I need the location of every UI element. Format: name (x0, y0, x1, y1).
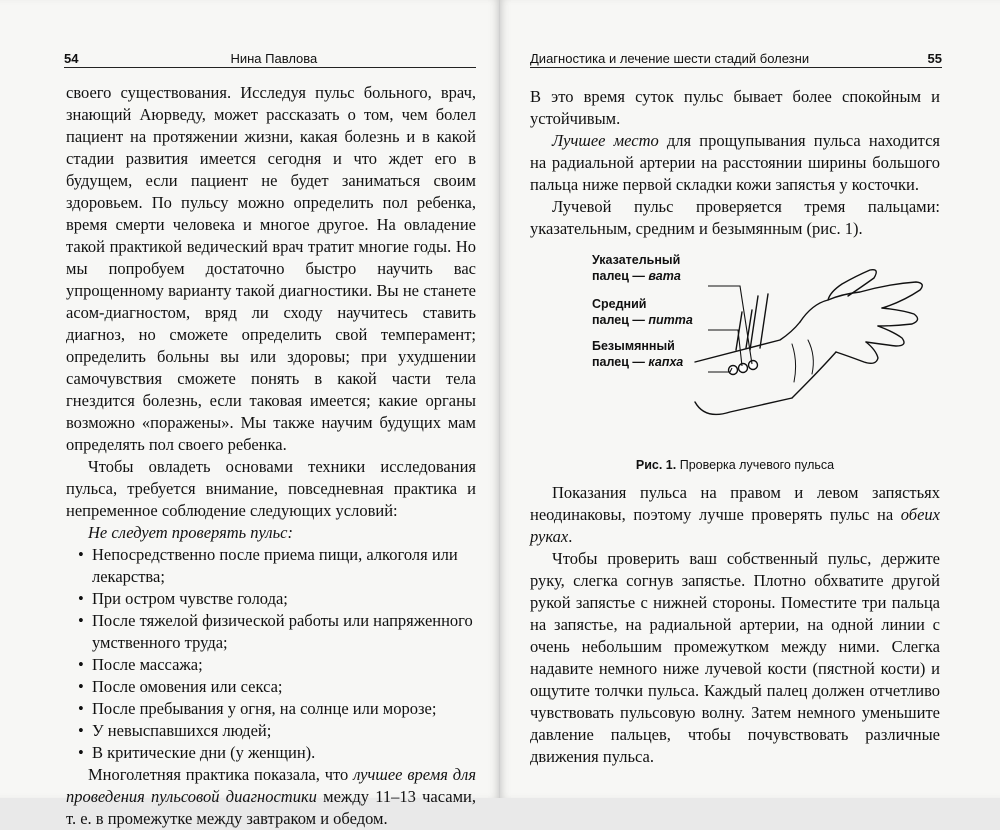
right-page (500, 0, 1000, 798)
list-item: • После массажа; (92, 654, 476, 676)
list-item: • У невыспавшихся людей; (92, 720, 476, 742)
label-finger-name: Средний (592, 297, 647, 311)
text-span: . (568, 527, 573, 546)
label-finger-name: Указательный (592, 253, 681, 267)
list-item: • После пребывания у огня, на солнце или морозе; (92, 698, 476, 720)
conditions-title: Не следует проверять пульс: (88, 523, 293, 542)
running-header-author: Нина Павлова (230, 51, 318, 66)
list-item: • После омовения или секса; (92, 676, 476, 698)
text-span: для прощупывания пульса находится на радиальной артерии на расстоянии ширины большого пальца ниже первой складки кожи запястья у косточки. (530, 131, 940, 194)
italic-phrase: Лучшее место (552, 131, 659, 150)
paragraph-2: Чтобы овладеть основами техники исследования пульса, требуется внимание, повседневная практика и непременное соблюдение следующих условий: (66, 457, 476, 520)
dosha-name: питта (648, 313, 693, 327)
left-page (0, 0, 500, 828)
paragraph-own-pulse: Чтобы проверить ваш собственный пульс, держите руку, слегка согнув запястье. Плотно обхватите другой рукой запястье с нижней стороны. Поместите три пальца на запястье, на радиальной артерии, на одной линии с очень небольшим промежутком между ними. Слегка надавите немного ниже лучевой кости (пястной кости) и ощутите толчки пульса. Каждый палец должен отчетливо чувствовать пульсовую волну. Затем немного уменьшите давление пальцев, чтобы почувствовать различные движения пульса. (530, 549, 940, 766)
dosha-name: капха (648, 355, 684, 369)
paragraph-best-time (66, 764, 476, 830)
text-span: палец — (592, 313, 649, 327)
dosha-name: вата (648, 269, 681, 283)
page-number-left: 54 (64, 51, 79, 66)
header-rule-left (64, 67, 476, 68)
list-item: • После тяжелой физической работы или напряженного умственного труда; (92, 610, 476, 654)
text-span: Многолетняя практика показала, что (88, 765, 354, 784)
list-item: • При остром чувстве голода; (92, 588, 476, 610)
italic-phrase: лучшее время для проведения пульсовой диагностики (66, 765, 476, 806)
running-header-chapter: Диагностика и лечение шести стадий болезни (530, 51, 810, 66)
left-page-header (64, 44, 476, 66)
conditions-list (66, 544, 476, 764)
left-page-body (66, 82, 476, 830)
text-span: палец — (592, 269, 649, 283)
paragraph-1: своего существования. Исследуя пульс больного, врач, знающий Аюрведу, может рассказать о том, чем болел пациент на протяжении жизни, какая болезнь и в какой стадии развития имеется сегодня и что ждет его в будущем, если пациент не будет заниматься своим здоровьем. По пульсу можно определить пол ребенка, время смерти человека и многое другое. На овладение такой практикой ведический врач тратит многие годы. Но мы попробуем достаточно быстро научить вас упрощенному варианту такой диагностики. Вы не станете асом-диагностом, вряд ли сходу научитесь ставить диагноз, но сможете определить свой темперамент; определить больны вы или здоровы; при ухудшении самочувствия сможете понять в какой части тела гнездится болезнь, если таковая имеется; какие органы возможно «поражены». Мы также научим будущих мам определять пол своего ребенка. (66, 83, 476, 454)
page-number-right: 55 (927, 51, 942, 66)
text-span: между 11–13 часами, т. е. в промежутке между завтраком и обедом. (66, 787, 476, 828)
list-item: • В критические дни (у женщин). (92, 742, 476, 764)
text-span: Показания пульса на правом и левом запястьях неодинаковы, поэтому лучше проверять пульс на (530, 483, 940, 524)
text-span: палец — (592, 355, 649, 369)
paragraph-three-fingers: Лучевой пульс проверяется тремя пальцами: указательным, средним и безымянным (рис. 1). (530, 197, 940, 238)
italic-phrase: обеих руках (530, 505, 940, 546)
paragraph-time-of-day: В это время суток пульс бывает более спокойным и устойчивым. (530, 87, 940, 128)
caption-text: Проверка лучевого пульса (676, 458, 835, 472)
label-finger-name: Безымянный (592, 339, 675, 353)
caption-number: Рис. 1. (635, 458, 677, 472)
list-item: • Непосредственно после приема пищи, алкоголя или лекарства; (92, 544, 476, 588)
